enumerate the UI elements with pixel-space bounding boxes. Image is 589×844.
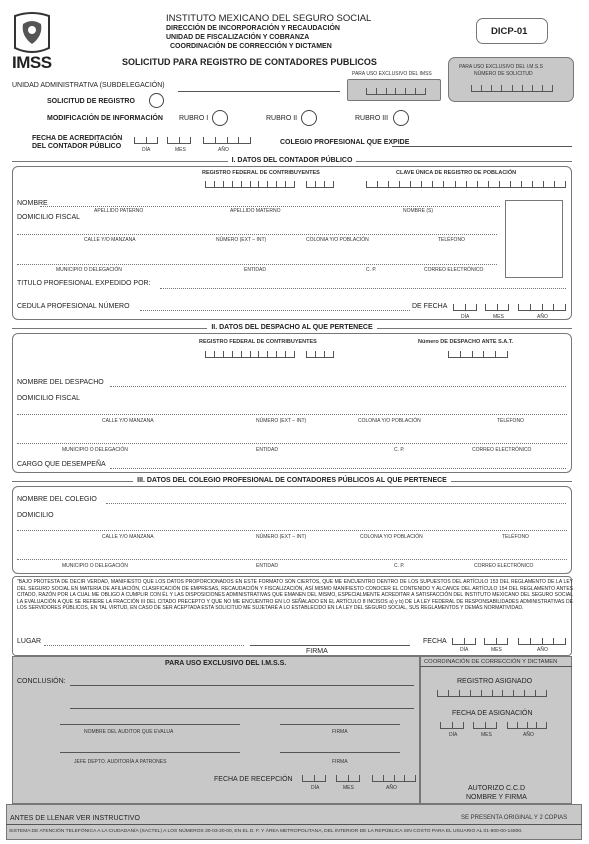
- form-code: DICP-01: [491, 26, 528, 37]
- rubro-3-label: RUBRO III: [355, 115, 389, 122]
- request-number-cells: [471, 85, 553, 92]
- chief-name-label: JEFE DEPTO. AUDITORÍA A PATRONES: [74, 759, 167, 765]
- s1-street-label: CALLE Y/O MANZANA: [84, 237, 136, 243]
- accreditation-month-cells[interactable]: [167, 137, 191, 144]
- footer-sactel: SISTEMA DE ATENCIÓN TELEFÓNICA A LA CIUDADANÍA (SACTEL) A LOS NÚMEROS 30-03-20-00, EN EL D. F. Y ÁREA METROPOLITANA, DEL INTERIOR DE LA REPÚBLICA SIN COSTO PARA EL USUARIO AL 01-800-00-14800.: [9, 829, 523, 834]
- s3-number-label: NÚMERO (EXT – INT): [256, 534, 307, 540]
- imss-exclusive-label: PARA USO EXCLUSIVO DEL IMSS: [352, 71, 432, 77]
- sign-day-cells[interactable]: [452, 638, 476, 645]
- sign-year-label: AÑO: [537, 647, 548, 653]
- auditor-name-label: NOMBRE DEL AUDITOR QUE EVALUA: [84, 729, 174, 735]
- s1-state-label: ENTIDAD: [244, 267, 266, 273]
- s1-license-month-cells[interactable]: [485, 304, 509, 311]
- assignment-year-label: AÑO: [523, 732, 534, 738]
- request-exclusive-label: PARA USO EXCLUSIVO DEL I.M.S.S: [459, 64, 543, 70]
- assignment-day-cells[interactable]: [440, 722, 464, 729]
- assignment-year-cells[interactable]: [507, 722, 547, 729]
- s2-municipality-label: MUNICIPIO O DELEGACIÓN: [62, 447, 128, 453]
- s1-curp-cells[interactable]: [366, 181, 566, 188]
- accreditation-day-label: DÍA: [142, 147, 151, 153]
- request-number-box[interactable]: [448, 57, 574, 102]
- reception-year-label: AÑO: [386, 785, 397, 791]
- s2-firm-number-label: Número DE DESPACHO ANTE S.A.T.: [418, 339, 514, 345]
- s1-license-month-label: MES: [493, 314, 504, 320]
- s1-license-year-label: AÑO: [537, 314, 548, 320]
- institution-name: INSTITUTO MEXICANO DEL SEGURO SOCIAL: [166, 13, 372, 24]
- s1-curp-label: CLAVE ÚNICA DE REGISTRO DE POBLACIÓN: [396, 170, 517, 176]
- s1-license-date-label: DE FECHA: [412, 303, 448, 310]
- photo-box: [505, 200, 563, 278]
- s1-paternal-label: APELLIDO PATERNO: [94, 208, 144, 214]
- s2-street-label: CALLE Y/O MANZANA: [102, 418, 154, 424]
- section-2-title-text: II. DATOS DEL DESPACHO AL QUE PERTENECE: [207, 324, 376, 331]
- ccd-title: COORDINACIÓN DE CORRECCIÓN Y DICTAMEN: [424, 659, 558, 665]
- s3-zip-label: C. P.: [394, 563, 405, 569]
- auditor-signature-label: FIRMA: [332, 729, 348, 735]
- imss-exclusive-cells: [366, 88, 426, 95]
- form-title: SOLICITUD PARA REGISTRO DE CONTADORES PUBLICOS: [122, 57, 377, 67]
- s2-state-label: ENTIDAD: [256, 447, 278, 453]
- s1-phone-label: TELÉFONO: [438, 237, 465, 243]
- s1-colony-label: COLONIA Y/O POBLACIÓN: [306, 237, 369, 243]
- chief-signature-label: FIRMA: [332, 759, 348, 765]
- reception-month-label: MES: [343, 785, 354, 791]
- coordination-name: COORDINACIÓN DE CORRECCIÓN Y DICTAMEN: [170, 43, 332, 50]
- s2-firm-number-cells[interactable]: [448, 351, 508, 358]
- registration-request-label: SOLICITUD DE REGISTRO: [47, 98, 135, 105]
- conclusion-field[interactable]: [70, 685, 414, 686]
- s2-rfc-homoclave-cells[interactable]: [306, 351, 334, 358]
- s3-colony-label: COLONIA Y/O POBLACIÓN: [360, 534, 423, 540]
- s3-email-label: CORREO ELECTRÓNICO: [474, 563, 534, 569]
- admin-unit-field[interactable]: [178, 91, 340, 92]
- s3-state-label: ENTIDAD: [256, 563, 278, 569]
- accreditation-day-cells[interactable]: [134, 137, 158, 144]
- ccd-name-signature-label: NOMBRE Y FIRMA: [466, 794, 527, 801]
- s2-number-label: NÚMERO (EXT – INT): [256, 418, 307, 424]
- s1-license-day-label: DÍA: [461, 314, 470, 320]
- sign-month-cells[interactable]: [484, 638, 508, 645]
- reception-date-label: FECHA DE RECEPCIÓN: [214, 776, 293, 783]
- section-2-title: [12, 324, 572, 331]
- sign-month-label: MES: [491, 647, 502, 653]
- s1-rfc-cells[interactable]: [205, 181, 295, 188]
- s1-degree-field[interactable]: [160, 288, 566, 289]
- s1-name-label: NOMBRE: [17, 200, 48, 207]
- public-accountant-label: DEL CONTADOR PÚBLICO: [32, 143, 122, 150]
- footer-divider: [6, 824, 582, 825]
- rubro-2-label: RUBRO II: [266, 115, 298, 122]
- rubro-1-radio[interactable]: [212, 110, 228, 126]
- s2-zip-label: C. P.: [394, 447, 405, 453]
- assignment-month-label: MES: [481, 732, 492, 738]
- info-modification-label: MODIFICACIÓN DE INFORMACIÓN: [47, 115, 163, 122]
- reception-year-cells[interactable]: [372, 775, 416, 782]
- assignment-month-cells[interactable]: [473, 722, 497, 729]
- s2-firm-name-field[interactable]: [110, 386, 566, 387]
- imss-exclusive-box: [347, 79, 441, 101]
- s1-rfc-homoclave-cells[interactable]: [306, 181, 334, 188]
- s2-position-label: CARGO QUE DESEMPEÑA: [17, 461, 106, 468]
- s2-address-label: DOMICILIO FISCAL: [17, 395, 81, 402]
- college-issuer-label: COLEGIO PROFESIONAL QUE EXPIDE: [280, 139, 410, 146]
- s1-degree-label: TITULO PROFESIONAL EXPEDIDO POR:: [17, 280, 151, 287]
- s1-name-field[interactable]: [40, 206, 500, 207]
- sign-day-label: DÍA: [460, 647, 469, 653]
- registration-request-radio[interactable]: [149, 93, 164, 108]
- s2-rfc-label: REGISTRO FEDERAL DE CONTRIBUYENTES: [199, 339, 317, 345]
- ccd-title-divider: [420, 666, 572, 667]
- s1-address-label: DOMICILIO FISCAL: [17, 214, 81, 221]
- sign-year-cells[interactable]: [518, 638, 566, 645]
- s2-email-label: CORREO ELECTRÓNICO: [472, 447, 532, 453]
- signature-field[interactable]: [250, 645, 410, 646]
- s1-license-field[interactable]: [140, 310, 410, 311]
- chief-signature-field[interactable]: [280, 752, 400, 753]
- s1-zip-label: C. P.: [366, 267, 377, 273]
- rubro-2-radio[interactable]: [301, 110, 317, 126]
- s1-given-name-label: NOMBRE (S): [403, 208, 433, 214]
- request-number-label: NÚMERO DE SOLICITUD: [474, 71, 533, 77]
- conclusion-label: CONCLUSIÓN:: [17, 678, 66, 685]
- admin-unit-label: UNIDAD ADMINISTRATIVA (SUBDELEGACIÓN): [12, 82, 165, 89]
- rubro-3-radio[interactable]: [393, 110, 409, 126]
- rubro-1-label: RUBRO I: [179, 115, 209, 122]
- assignment-day-label: DÍA: [449, 732, 458, 738]
- s3-college-name-label: NOMBRE DEL COLEGIO: [17, 496, 97, 503]
- s2-position-field[interactable]: [110, 468, 566, 469]
- ccd-authorize-label: AUTORIZO C.C.D: [468, 785, 526, 792]
- s1-address-field[interactable]: [17, 234, 497, 235]
- section-1-title: [12, 157, 572, 164]
- s3-municipality-field[interactable]: [17, 559, 567, 560]
- reception-day-label: DÍA: [311, 785, 320, 791]
- conclusion-field-2[interactable]: [70, 708, 414, 709]
- s2-municipality-field[interactable]: [17, 443, 567, 444]
- place-field[interactable]: [44, 645, 244, 646]
- section-3-title-text: III. DATOS DEL COLEGIO PROFESIONAL DE CONTADORES PÚBLICOS AL QUE PERTENECE: [133, 477, 451, 484]
- reception-month-cells[interactable]: [336, 775, 360, 782]
- s1-number-label: NÚMERO (EXT – INT): [216, 237, 267, 243]
- section-1-box: [12, 166, 572, 320]
- imss-logo: [11, 12, 53, 72]
- declaration-text: "BAJO PROTESTA DE DECIR VERDAD, MANIFIESTO QUE LOS DATOS PROPORCIONADOS EN ESTE FORMATO SON CIERTOS, QUE ME ENCUENTRO DENTRO DE LOS SUPUESTOS DEL ARTÍCULO 153 DEL REGLAMENTO DE LA LEY DEL SEGURO SOCIAL EN MATERIA DE AFILIACIÓN, CLASIFICACIÓN DE EMPRESAS, RECAUDACIÓN Y FISCALIZACIÓN, ASÍ MISMO MANIFIESTO CONOCER EL CONTENIDO Y ALCANCE DEL ARTÍCULO 154 DEL REGLAMENTO ANTES CITADO, RAZÓN POR LA CUAL ME OBLIGO A CUMPLIR CON ÉL Y LAS DISPOSICIONES ADMINISTRATIVAS QUE EMANEN DEL MISMO, ESPECIALMENTE ACREDITAR A SATISFACCIÓN DEL INSTITUTO MEXICANO DEL SEGURO SOCIAL LA EVALUACIÓN A QUE SE REFIERE LA FRACCIÓN III DEL CITADO PRECEPTO Y QUE NO ME ENCUENTRO EN LO SEÑALADO EN EL ARTÍCULO 8 INCISOS a) y b) DE LA LEY FEDERAL DE RESPONSABILIDADES ADMINISTRATIVAS DE LOS SERVIDORES PÚBLICOS, EN TAL VIRTUD, EN CASO DE SER ACEPTADA ESTA SOLICITUD ME SUJETARÉ A LO ESTABLECIDO EN LA LEY DEL SEGURO SOCIAL, SUS REGLAMENTOS Y DEMÁS NORMATIVIDAD.: [17, 579, 573, 611]
- s2-phone-label: TELÉFONO: [497, 418, 524, 424]
- reception-day-cells[interactable]: [302, 775, 326, 782]
- s1-municipality-field[interactable]: [17, 264, 497, 265]
- accreditation-date-label: FECHA DE ACREDITACIÓN: [32, 135, 123, 142]
- place-label: LUGAR: [17, 638, 42, 645]
- chief-name-field[interactable]: [60, 752, 240, 753]
- college-issuer-field[interactable]: [392, 146, 572, 147]
- s1-email-label: CORREO ELECTRÓNICO: [424, 267, 484, 273]
- s1-maternal-label: APELLIDO MATERNO: [230, 208, 281, 214]
- s3-phone-label: TELÉFONO: [502, 534, 529, 540]
- s3-municipality-label: MUNICIPIO O DELEGACIÓN: [62, 563, 128, 569]
- s3-address-label: DOMICILIO: [17, 512, 54, 519]
- s1-rfc-label: REGISTRO FEDERAL DE CONTRIBUYENTES: [202, 170, 320, 176]
- assigned-registry-cells[interactable]: [437, 690, 547, 697]
- s2-address-field[interactable]: [17, 414, 567, 415]
- footer-bar: [6, 804, 582, 840]
- s3-college-name-field[interactable]: [106, 503, 566, 504]
- auditor-signature-field[interactable]: [280, 724, 400, 725]
- s2-colony-label: COLONIA Y/O POBLACIÓN: [358, 418, 421, 424]
- section-1-title-text: I. DATOS DEL CONTADOR PÚBLICO: [228, 157, 357, 164]
- accreditation-year-cells[interactable]: [203, 137, 251, 144]
- signature-label: FIRMA: [306, 648, 328, 655]
- auditor-name-field[interactable]: [60, 724, 240, 725]
- accreditation-year-label: AÑO: [218, 147, 229, 153]
- footer-instructions: ANTES DE LLENAR VER INSTRUCTIVO: [10, 815, 140, 822]
- logo-text: IMSS: [12, 53, 52, 72]
- form-code-box: [476, 18, 548, 44]
- s3-street-label: CALLE Y/O MANZANA: [102, 534, 154, 540]
- office-use-title: PARA USO EXCLUSIVO DEL I.M.S.S.: [165, 660, 287, 667]
- section-3-title: [12, 477, 572, 484]
- s1-municipality-label: MUNICIPIO O DELEGACIÓN: [56, 267, 122, 273]
- assignment-date-label: FECHA DE ASIGNACIÓN: [452, 710, 533, 717]
- sign-date-label: FECHA: [423, 638, 447, 645]
- direction-name: DIRECCIÓN DE INCORPORACIÓN Y RECAUDACIÓN: [166, 25, 340, 32]
- s1-license-year-cells[interactable]: [518, 304, 566, 311]
- footer-copies: SE PRESENTA ORIGINAL Y 2 COPIAS: [461, 815, 568, 821]
- s2-firm-name-label: NOMBRE DEL DESPACHO: [17, 379, 104, 386]
- s3-address-field[interactable]: [17, 530, 567, 531]
- s2-rfc-cells[interactable]: [205, 351, 295, 358]
- accreditation-month-label: MES: [175, 147, 186, 153]
- s1-license-label: CEDULA PROFESIONAL NÚMERO: [17, 303, 130, 310]
- unit-name: UNIDAD DE FISCALIZACIÓN Y COBRANZA: [166, 34, 310, 41]
- assigned-registry-label: REGISTRO ASIGNADO: [457, 678, 533, 685]
- s1-license-day-cells[interactable]: [453, 304, 477, 311]
